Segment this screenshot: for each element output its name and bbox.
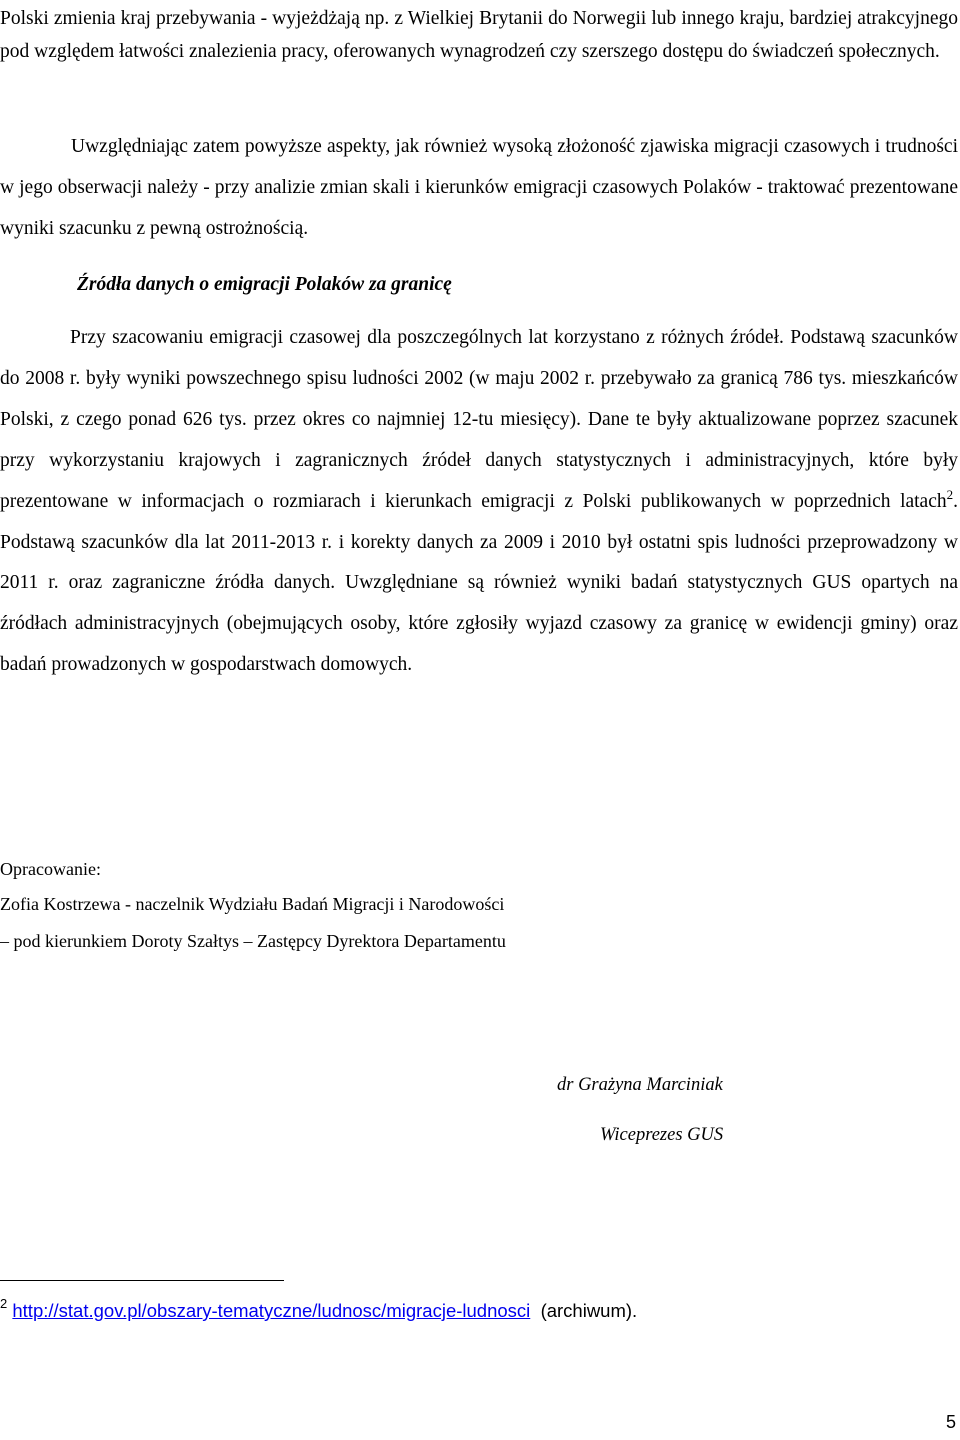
footnote-number: 2 (0, 1296, 8, 1311)
page-number: 5 (946, 1412, 957, 1432)
footnote-link[interactable]: http://stat.gov.pl/obszary-tematyczne/ludnosc/migracje-ludnosci (12, 1300, 531, 1321)
section-heading: Źródła danych o emigracji Polaków za granicę (77, 274, 452, 295)
footnote-reference[interactable]: 2 (946, 486, 954, 502)
footnote-separator (0, 1280, 284, 1281)
credits-supervision: – pod kierunkiem Doroty Szałtys – Zastępcy Dyrektora Departamentu (0, 931, 506, 951)
paragraph-data-sources-text-1: Przy szacowaniu emigracji czasowej dla poszczególnych lat korzystano z różnych źródeł. Podstawą szacunków do 2008 r. były wyniki powszechnego spisu ludności 2002 (w maju 2002 r. przebywało za granicą 786 tys. mieszkańców Polski, z czego ponad 626 tys. przez okres co najmniej 12-tu miesięcy). Dane te były aktualizowane poprzez szacunek przy wykorzystaniu krajowych i zagranicznych źródeł danych statystycznych i administracyjnych, które były prezentowane w informacjach o rozmiarach i kierunkach emigracji z Polski publikowanych w poprzednich latach (0, 327, 958, 512)
paragraph-data-sources (0, 318, 958, 686)
credits-author: Zofia Kostrzewa - naczelnik Wydziału Badań Migracji i Narodowości (0, 894, 505, 914)
signature-title: Wiceprezes GUS (600, 1125, 724, 1145)
footnote (0, 1298, 637, 1324)
signature-name: dr Grażyna Marciniak (557, 1075, 723, 1095)
credits-label: Opracowanie: (0, 859, 101, 879)
paragraph-intro-continuation: Polski zmienia kraj przebywania - wyjeżdżają np. z Wielkiej Brytanii do Norwegii lub innego kraju, bardziej atrakcyjnego pod względem łatwości znalezienia pracy, oferowanych wynagrodzeń czy szerszego dostępu do świadczeń społecznych. (0, 8, 958, 62)
footnote-suffix: (archiwum). (540, 1300, 638, 1321)
paragraph-data-sources-text-2: . Podstawą szacunków dla lat 2011-2013 r. i korekty danych za 2009 i 2010 był ostatni spis ludności przeprowadzony w 2011 r. oraz zagraniczne źródła danych. Uwzględniane są również wyniki badań statystycznych GUS opartych na źródłach administracyjnych (obejmujących osoby, które zgłosiły wyjazd czasowy za granicę w ewidencji gminy) oraz badań prowadzonych w gospodarstwach domowych. (0, 490, 958, 676)
paragraph-caution: Uwzględniając zatem powyższe aspekty, jak również wysoką złożoność zjawiska migracji czasowych i trudności w jego obserwacji należy - przy analizie zmian skali i kierunków emigracji czasowych Polaków - traktować prezentowane wyniki szacunku z pewną ostrożnością. (0, 136, 958, 239)
